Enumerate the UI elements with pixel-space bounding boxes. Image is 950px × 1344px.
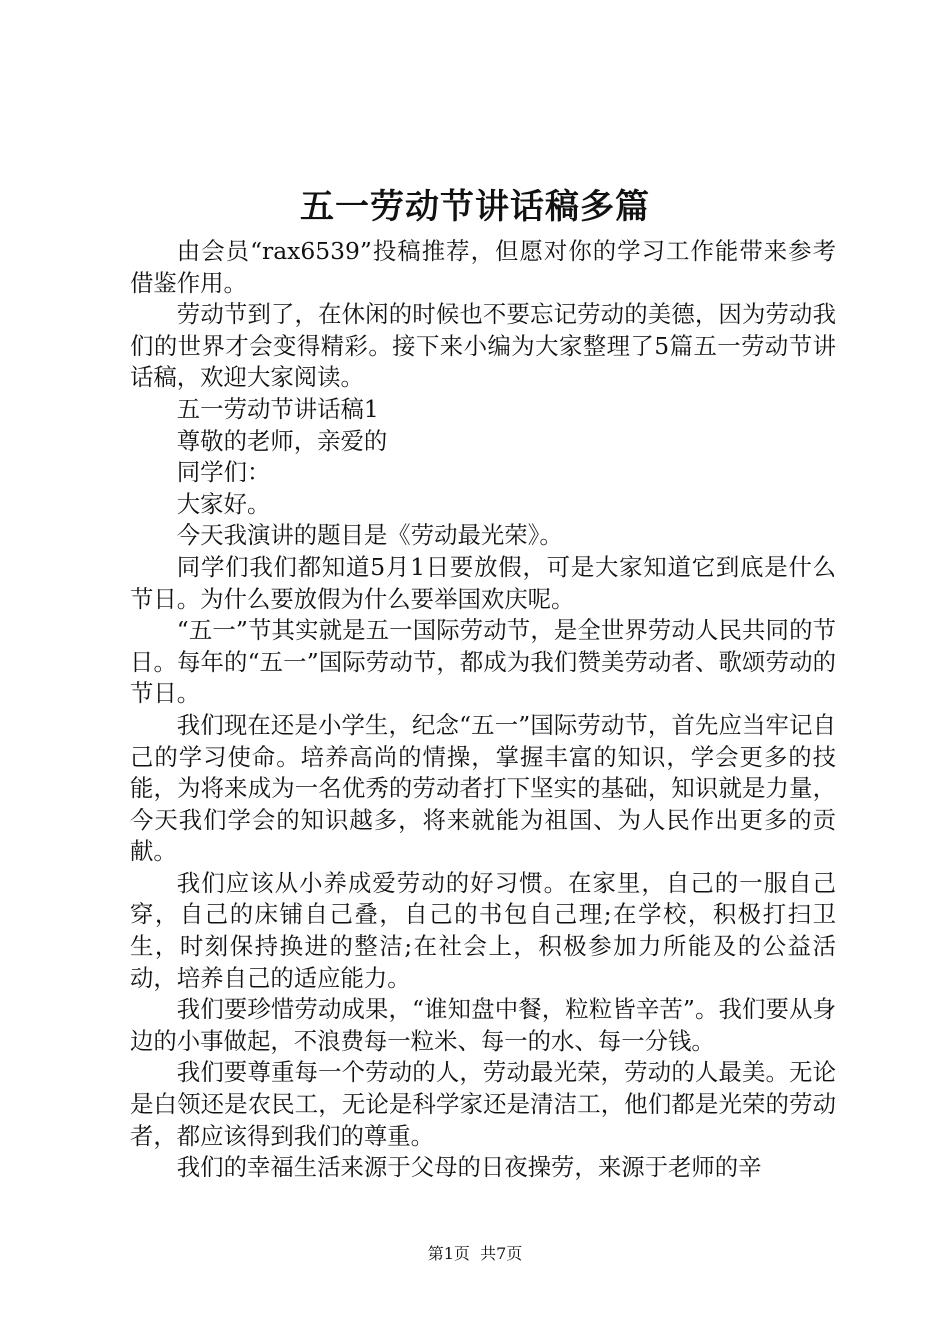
paragraph: “五一”节其实就是五一国际劳动节，是全世界劳动人民共同的节日。每年的“五一”国际劳动节，都成为我们赞美劳动者、歌颂劳动的节日。 <box>130 616 836 708</box>
paragraph: 同学们： <box>176 458 271 487</box>
page-footer: 第1页 共7页 <box>427 1244 523 1263</box>
paragraph: 尊敬的老师，亲爱的 <box>176 426 388 455</box>
paragraph: 由会员“rax6539”投稿推荐，但愿对你的学习工作能带来参考借鉴作用。 <box>130 237 836 297</box>
document-body <box>130 236 836 1184</box>
paragraph: 今天我演讲的题目是《劳动最光荣》。 <box>176 521 563 550</box>
paragraph: 我们的幸福生活来源于父母的日夜操劳，来源于老师的辛 <box>176 1153 762 1182</box>
paragraph: 我们要尊重每一个劳动的人，劳动最光荣，劳动的人最美。无论是白领还是农民工，无论是科学家还是清洁工，他们都是光荣的劳动者，都应该得到我们的尊重。 <box>130 1058 836 1150</box>
document-title: 五一劳动节讲话稿多篇 <box>300 187 650 227</box>
paragraph: 劳动节到了，在休闲的时候也不要忘记劳动的美德，因为劳动我们的世界才会变得精彩。接下来小编为大家整理了5篇五一劳动节讲话稿，欢迎大家阅读。 <box>130 300 836 392</box>
paragraph: 我们现在还是小学生，纪念“五一”国际劳动节，首先应当牢记自己的学习使命。培养高尚的情操，掌握丰富的知识，学会更多的技能，为将来成为一名优秀的劳动者打下坚实的基础，知识就是力量，今天我们学会的知识越多，将来就能为祖国、为人民作出更多的贡献。 <box>130 710 836 866</box>
paragraph: 同学们我们都知道5月1日要放假，可是大家知道它到底是什么节日。为什么要放假为什么要举国欢庆呢。 <box>130 552 836 613</box>
paragraph: 我们要珍惜劳动成果，“谁知盘中餐，粒粒皆辛苦”。我们要从身边的小事做起，不浪费每一粒米、每一的水、每一分钱。 <box>130 995 836 1055</box>
paragraph: 我们应该从小养成爱劳动的好习惯。在家里，自己的一服自己穿，自己的床铺自己叠，自己的书包自己理;在学校，积极打扫卫生，时刻保持换进的整洁;在社会上，积极参加力所能及的公益活动，培养自己的适应能力。 <box>130 868 836 992</box>
paragraph: 五一劳动节讲话稿1 <box>176 394 379 423</box>
paragraph: 大家好。 <box>176 489 271 518</box>
